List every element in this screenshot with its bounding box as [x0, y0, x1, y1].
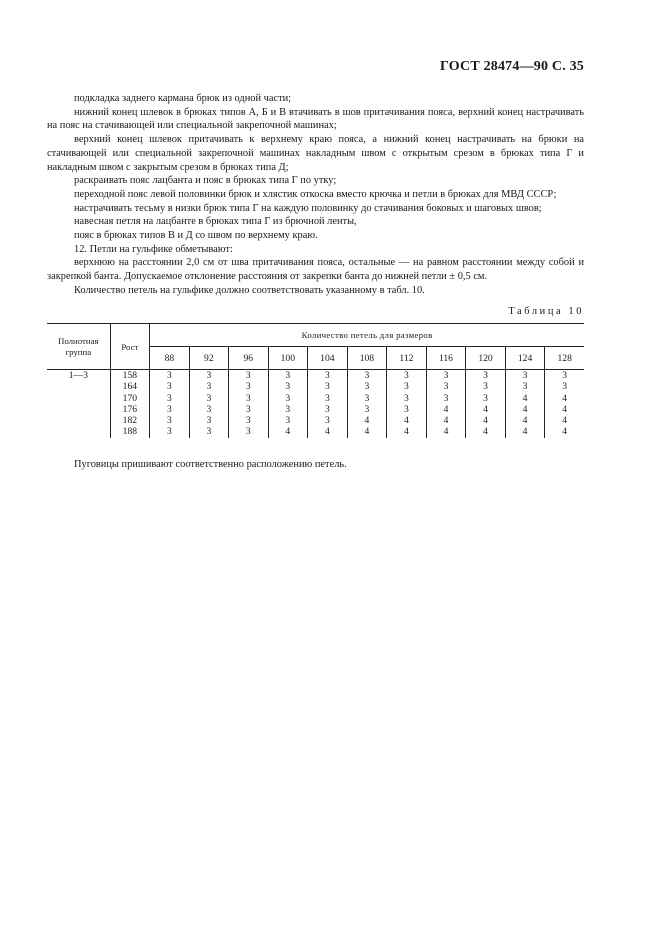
- paragraph: пояс в брюках типов В и Д со швом по верхнему краю.: [74, 230, 318, 242]
- count-value: 3: [562, 381, 568, 393]
- size-header: 100: [268, 347, 308, 370]
- size-header: 112: [387, 347, 427, 370]
- paragraph: нижний конец шлевок в брюках типов А, Б и В втачивать в шов притачивания пояса, верхний конец настрачивать на пояс на стачивающей или специальной закрепочной машинах;: [47, 106, 584, 132]
- count-value: 3: [206, 392, 212, 404]
- count-value: 3: [285, 381, 291, 393]
- body-text: [47, 92, 584, 298]
- cell-heights: [110, 370, 150, 438]
- count-value: 3: [324, 370, 330, 381]
- paragraph: верхний конец шлевок притачивать к верхнему краю пояса, а нижний конец настрачивать на брюки на стачивающей или специальной закрепочной машинах накладным швом с открытым срезом в брюках типа Г и накладным швом с закрытым срезом в брюках типа Д;: [47, 134, 584, 173]
- count-column: [505, 370, 545, 438]
- paragraph: подкладка заднего кармана брюк из одной части;: [74, 93, 292, 104]
- col-header-group: Полнотная группа: [47, 324, 110, 370]
- count-value: 3: [364, 392, 370, 404]
- count-column: [189, 370, 228, 438]
- count-value: 4: [364, 415, 370, 427]
- height-value: 182: [122, 415, 138, 427]
- count-value: 3: [245, 392, 251, 404]
- page-header: ГОСТ 28474—90 С. 35: [440, 59, 584, 74]
- table-row: [47, 370, 584, 438]
- count-value: 3: [443, 370, 449, 381]
- count-value: 4: [324, 426, 330, 438]
- paragraph: настрачивать тесьму в низки брюк типа Г на каждую половинку до стачивания боковых и шаговых швов;: [74, 202, 542, 214]
- count-value: 4: [522, 426, 528, 438]
- count-value: 3: [324, 392, 330, 404]
- count-value: 3: [324, 403, 330, 415]
- count-value: 3: [245, 403, 251, 415]
- count-value: 3: [285, 370, 291, 381]
- count-value: 3: [404, 381, 409, 393]
- count-value: 3: [206, 426, 212, 438]
- count-value: 3: [167, 426, 172, 438]
- count-value: 3: [167, 392, 172, 404]
- paragraph: Пуговицы пришивают соответственно расположению петель.: [74, 459, 347, 470]
- count-value: 4: [522, 415, 528, 427]
- count-value: 3: [245, 370, 251, 381]
- table-caption: Таблица 10: [508, 306, 584, 317]
- count-value: 3: [206, 403, 212, 415]
- count-value: 4: [443, 403, 449, 415]
- size-header: 116: [426, 347, 466, 370]
- count-column: [308, 370, 348, 438]
- count-value: 3: [206, 381, 212, 393]
- count-value: 3: [404, 403, 409, 415]
- size-header: 108: [347, 347, 387, 370]
- count-value: 3: [404, 370, 409, 381]
- count-value: 4: [562, 392, 568, 404]
- size-header: 128: [545, 347, 584, 370]
- size-header: 88: [150, 347, 189, 370]
- count-value: 4: [364, 426, 370, 438]
- count-value: 3: [285, 415, 291, 427]
- paragraph: раскраивать пояс лацбанта и пояс в брюках типа Г по утку;: [74, 175, 337, 187]
- note-text: [47, 458, 584, 472]
- paragraph: Количество петель на гульфике должно соответствовать указанному в табл. 10.: [74, 284, 425, 296]
- paragraph: переходной пояс левой половинки брюк и хлястик откоска вместо крючка и петли в брюках для МВД СССР;: [74, 188, 557, 200]
- height-value: 176: [122, 403, 138, 415]
- count-value: 3: [483, 392, 488, 404]
- height-value: 170: [122, 392, 138, 404]
- count-value: 3: [324, 415, 330, 427]
- paragraph: верхнюю на расстоянии 2,0 см от шва притачивания пояса, остальные — на равном расстоянии между собой и закрепкой банта. Допускаемое отклонение расстояния от закрепки банта до нижней петли ± 0,5 см.: [47, 257, 584, 283]
- count-value: 3: [245, 415, 251, 427]
- count-value: 3: [483, 370, 488, 381]
- size-header: 104: [308, 347, 348, 370]
- count-value: 4: [562, 426, 568, 438]
- count-column: [150, 370, 189, 438]
- height-value: 164: [122, 381, 138, 393]
- count-column: [229, 370, 268, 438]
- count-column: [466, 370, 506, 438]
- count-value: 4: [483, 426, 488, 438]
- count-value: 3: [483, 381, 488, 393]
- count-value: 3: [404, 392, 409, 404]
- count-value: 3: [562, 370, 568, 381]
- count-column: [545, 370, 584, 438]
- count-value: 4: [404, 426, 409, 438]
- count-column: [268, 370, 308, 438]
- size-header: 120: [466, 347, 506, 370]
- count-value: 4: [522, 392, 528, 404]
- count-value: 4: [522, 403, 528, 415]
- count-value: 4: [483, 415, 488, 427]
- section-heading: 12. Петли на гульфике обметывают:: [74, 243, 233, 255]
- count-value: 3: [245, 381, 251, 393]
- col-header-sizes: Количество петель для размеров: [150, 324, 584, 347]
- size-header: 92: [189, 347, 228, 370]
- count-column: [426, 370, 466, 438]
- count-value: 3: [285, 392, 291, 404]
- count-value: 4: [285, 426, 291, 438]
- count-value: 3: [522, 370, 528, 381]
- count-value: 3: [364, 403, 370, 415]
- count-value: 3: [364, 381, 370, 393]
- count-value: 3: [245, 426, 251, 438]
- count-value: 3: [167, 381, 172, 393]
- count-value: 4: [483, 403, 488, 415]
- count-value: 3: [167, 415, 172, 427]
- paragraph: навесная петля на лацбанте в брюках типа Г из брючной ленты,: [74, 216, 357, 228]
- count-column: [347, 370, 387, 438]
- count-value: 3: [167, 403, 172, 415]
- count-value: 4: [443, 426, 449, 438]
- count-value: 4: [562, 415, 568, 427]
- count-value: 3: [285, 403, 291, 415]
- size-header: 96: [229, 347, 268, 370]
- count-value: 3: [206, 415, 212, 427]
- height-value: 188: [122, 426, 138, 438]
- count-value: 3: [443, 392, 449, 404]
- height-value: 158: [122, 370, 138, 381]
- count-value: 4: [562, 403, 568, 415]
- size-header: 124: [505, 347, 545, 370]
- buttonhole-table: [47, 323, 584, 438]
- count-value: 3: [167, 370, 172, 381]
- col-header-height: Рост: [110, 324, 150, 370]
- count-value: 4: [443, 415, 449, 427]
- count-value: 3: [443, 381, 449, 393]
- cell-group: 1—3: [47, 370, 110, 438]
- count-value: 4: [404, 415, 409, 427]
- count-value: 3: [364, 370, 370, 381]
- count-value: 3: [206, 370, 212, 381]
- count-value: 3: [522, 381, 528, 393]
- count-column: [387, 370, 427, 438]
- count-value: 3: [324, 381, 330, 393]
